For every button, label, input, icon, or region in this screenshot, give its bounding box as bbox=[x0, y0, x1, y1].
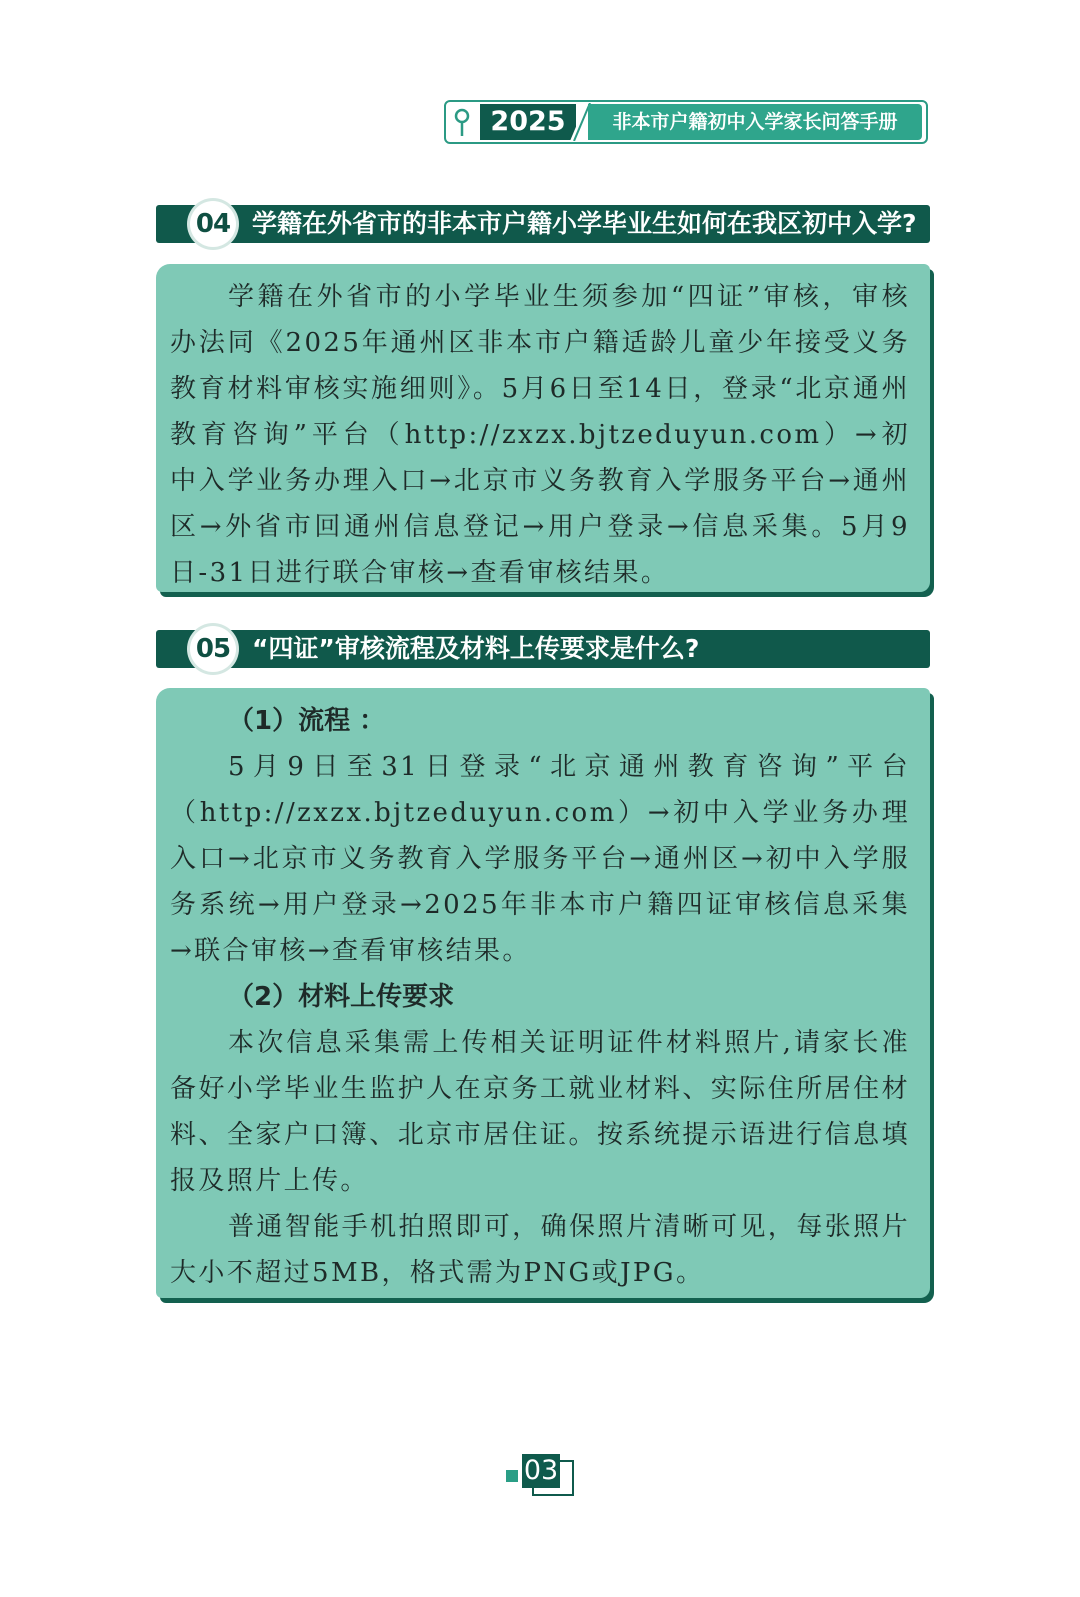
section-05-content bbox=[156, 688, 930, 1298]
section-04-content bbox=[156, 264, 930, 592]
section-04-number: 04 bbox=[190, 201, 236, 247]
header-year: 2025 bbox=[480, 104, 576, 140]
photo-requirements-paragraph: 普通智能手机拍照即可，确保照片清晰可见，每张照片大小不超过5MB，格式需为PNG或JPG。 bbox=[170, 1212, 910, 1288]
section-04-paragraph: 学籍在外省市的小学毕业生须参加“四证”审核，审核办法同《2025年通州区非本市户籍适龄儿童少年接受义务教育材料审核实施细则》。5月6日至14日，登录“北京通州教育咨询”平台（http://zxzx.bjtzeduyun.com）→初中入学业务办理入口→北京市义务教育入学服务平台→通州区→外省市回通州信息登记→用户登录→信息采集。5月9日-31日进行联合审核→查看审核结果。 bbox=[170, 282, 910, 588]
section-05-title: “四证”审核流程及材料上传要求是什么? bbox=[252, 634, 700, 663]
process-paragraph: 5月9日至31日登录“北京通州教育咨询”平台（http://zxzx.bjtzeduyun.com）→初中入学业务办理入口→北京市义务教育入学服务平台→通州区→初中入学服务系统→用户登录→2025年非本市户籍四证审核信息采集→联合审核→查看审核结果。 bbox=[170, 752, 910, 966]
page-number: 03 bbox=[523, 1455, 559, 1486]
section-04-title: 学籍在外省市的非本市户籍小学毕业生如何在我区初中入学? bbox=[252, 209, 917, 238]
process-subheading: （1）流程 ： bbox=[228, 706, 386, 736]
page-number-marker bbox=[506, 1470, 518, 1482]
location-pin-icon bbox=[452, 108, 472, 138]
section-05-number: 05 bbox=[190, 626, 236, 672]
upload-materials-paragraph: 本次信息采集需上传相关证明证件材料照片,请家长准备好小学毕业生监护人在京务工就业材料、实际住所居住材料、全家户口簿、北京市居住证。按系统提示语进行信息填报及照片上传。 bbox=[170, 1028, 910, 1196]
header-title: 非本市户籍初中入学家长问答手册 bbox=[588, 104, 922, 140]
upload-requirements-subheading: （2）材料上传要求 bbox=[228, 982, 455, 1012]
